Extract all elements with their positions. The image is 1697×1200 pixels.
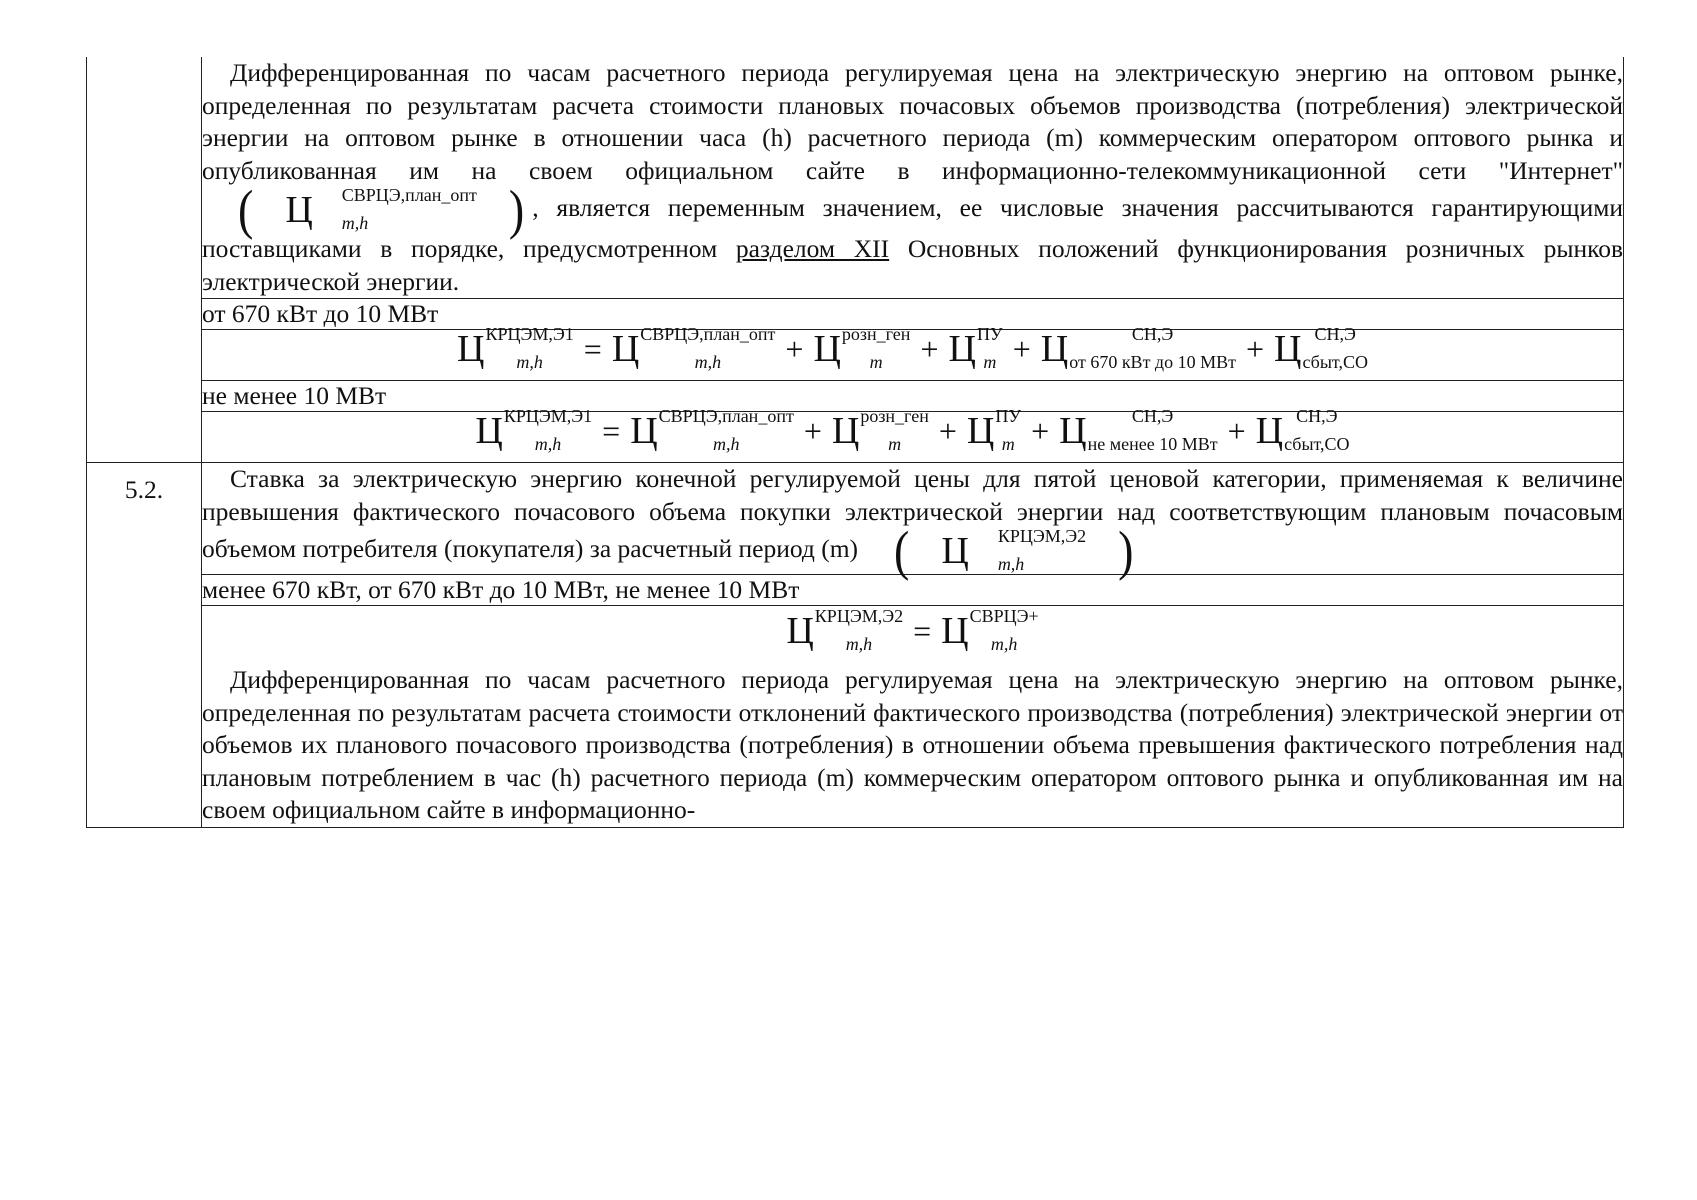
sup-sub	[995, 406, 1022, 454]
sup-sub	[1284, 406, 1350, 454]
subscript: от 670 кВт до 10 МВт	[1069, 352, 1236, 372]
price-formula	[455, 324, 1370, 372]
subscript: m,h	[516, 352, 543, 372]
formula-term	[1255, 406, 1350, 454]
price-formula	[473, 406, 1351, 454]
subscript: m,h	[534, 434, 562, 454]
tse-symbol: Ц	[1255, 410, 1284, 452]
tse-symbol: Ц	[948, 328, 976, 370]
operator: +	[1245, 330, 1265, 367]
description-text-cont: , является переменным значением, ее числовые значения рассчитываются гарантирующими поставщиками в порядке, предусмотренном	[202, 192, 1623, 263]
table-row	[87, 606, 1624, 828]
tse-symbol: Ц	[457, 328, 485, 370]
superscript: ПУ	[995, 406, 1022, 426]
description-paragraph: Дифференцированная по часам расчетного периода регулируемая цена на электрическую энергию на оптовом рынке, определенная по результатам расчета стоимости отклонений фактического производства (потребления) электрической энергии от объемов их планового почасового производства (потребления) в отношении объема превышения фактического потребления над плановым потреблением в час (h) расчетного периода (m) коммерческим оператором оптового рынка и опубликованная им на своем официальном сайте в информационно-	[202, 665, 1623, 824]
operator: =	[602, 412, 621, 449]
operator: =	[913, 612, 932, 649]
sup-sub	[485, 324, 574, 372]
subscript: не менее 10 МВт	[1087, 434, 1218, 454]
sup-sub	[1302, 324, 1368, 372]
formula-term	[457, 324, 574, 372]
tse-symbol: Ц	[475, 410, 503, 452]
formula-symbol	[257, 185, 477, 233]
row-number: 5.2.	[124, 475, 164, 504]
sup-sub	[860, 406, 929, 454]
sup-sub	[314, 185, 477, 233]
operator: +	[938, 412, 957, 449]
power-range-label: от 670 кВт до 10 МВт	[202, 299, 1624, 330]
formula-term	[948, 324, 1003, 372]
formula-term	[831, 406, 929, 454]
subscript: m,h	[712, 434, 740, 454]
subscript: сбыт,СО	[1302, 352, 1368, 372]
superscript: КРЦЭМ,Э2	[997, 526, 1087, 546]
superscript: розн_ген	[860, 406, 929, 426]
operator: +	[920, 330, 939, 367]
table-row	[87, 57, 1624, 299]
formula-term	[966, 406, 1022, 454]
tse-symbol: Ц	[966, 410, 995, 452]
superscript: СН,Э	[1296, 406, 1338, 426]
price-formula	[784, 606, 1040, 654]
formula-term	[1274, 324, 1368, 372]
subscript: m	[888, 434, 902, 454]
sup-sub	[1087, 406, 1218, 454]
formula-term	[813, 324, 911, 372]
formula-term	[1040, 324, 1236, 372]
table-row	[87, 412, 1624, 463]
row-number-cell	[87, 57, 202, 463]
operator: +	[785, 330, 804, 367]
formula-cell	[202, 324, 1624, 381]
subscript: m,h	[845, 634, 873, 654]
formula-wrapper	[202, 606, 1623, 664]
table-row	[87, 381, 1624, 412]
operator: +	[803, 412, 822, 449]
table-row	[87, 575, 1624, 606]
superscript: СВРЦЭ,план_опт	[658, 406, 794, 426]
inline-formula: ( Ц СВРЦЭ,план_опт m,h )	[238, 178, 525, 240]
subscript: m,h	[990, 634, 1018, 654]
tse-symbol: Ц	[813, 328, 841, 370]
superscript: СН,Э	[1314, 324, 1356, 344]
subscript: m,h	[694, 352, 722, 372]
operator: +	[1031, 412, 1050, 449]
row-number	[87, 57, 201, 69]
subscript: m	[869, 352, 883, 372]
power-range-label: не менее 10 МВт	[202, 381, 1624, 412]
formula-symbol	[913, 526, 1087, 574]
operator: +	[1227, 412, 1246, 449]
sup-sub	[814, 606, 904, 654]
superscript: СВРЦЭ,план_опт	[640, 324, 776, 344]
description-paragraph	[202, 463, 1623, 581]
operator: =	[583, 330, 602, 367]
power-range-label: менее 670 кВт, от 670 кВт до 10 МВт, не менее 10 МВт	[202, 575, 1624, 606]
sup-sub	[969, 606, 1039, 654]
sup-sub	[640, 324, 776, 372]
superscript: КРЦЭМ,Э2	[814, 606, 904, 626]
tse-symbol: Ц	[1059, 410, 1087, 452]
formula-term	[475, 406, 593, 454]
formula-term	[630, 406, 794, 454]
operator: +	[1012, 330, 1031, 367]
subscript: сбыт,СО	[1284, 434, 1350, 454]
superscript: КРЦЭМ,Э1	[485, 324, 574, 344]
subscript: m	[1001, 434, 1015, 454]
table-row	[87, 463, 1624, 575]
superscript: ПУ	[976, 324, 1003, 344]
description-paragraph	[202, 57, 1623, 298]
superscript: СН,Э	[1131, 324, 1174, 344]
superscript: СВРЦЭ,план_опт	[341, 185, 477, 205]
inline-formula: ( Ц КРЦЭМ,Э2 m,h )	[894, 519, 1134, 581]
formula-description-cell	[202, 606, 1624, 828]
subscript: m,h	[341, 213, 369, 233]
tse-symbol: Ц	[831, 410, 860, 452]
formula-term	[611, 324, 776, 372]
description-text: Ставка за электрическую энергию конечной регулируемой цены для пятой ценовой категории, применяемая к величине превышения фактического почасового объема покупки электрической энергии над соответствующим плановым почасовым объемом потребителя (покупателя) за расчетный период (m)	[202, 464, 1623, 563]
tse-symbol: Ц	[1040, 328, 1069, 370]
sup-sub	[503, 406, 593, 454]
table-row	[87, 330, 1624, 381]
subscript: m	[983, 352, 997, 372]
tse-symbol: Ц	[285, 189, 313, 231]
description-cell	[202, 57, 1624, 299]
subscript: m,h	[997, 554, 1025, 574]
tse-symbol: Ц	[630, 410, 658, 452]
superscript: СВРЦЭ+	[969, 606, 1039, 626]
superscript: розн_ген	[841, 324, 911, 344]
formula-term	[786, 606, 904, 654]
description-text-end: Основных положений функционирования розничных рынков электрической энергии.	[202, 234, 1624, 296]
superscript: СН,Э	[1131, 406, 1174, 426]
tse-symbol: Ц	[611, 328, 640, 370]
description-text: Дифференцированная по часам расчетного периода регулируемая цена на электрическую энергию на оптовом рынке, определенная по результатам расчета стоимости плановых почасовых объемов производства (потребления) электрической энергии на оптовом рынке в отношении часа (h) расчетного периода (m) коммерческим оператором оптового рынка и опубликованная им на своем официальном сайте в информационно-телекоммуникационной сети "Интернет"	[202, 58, 1623, 185]
sup-sub	[1069, 324, 1236, 372]
sup-sub	[841, 324, 911, 372]
tse-symbol: Ц	[941, 610, 969, 652]
sup-sub	[976, 324, 1003, 372]
sup-sub	[970, 526, 1087, 574]
description-cell	[202, 463, 1624, 581]
formula-term	[1059, 406, 1218, 454]
tse-symbol: Ц	[1274, 328, 1302, 370]
tariff-table	[86, 57, 1624, 828]
formula-term	[941, 606, 1039, 654]
sup-sub	[658, 406, 794, 454]
row-number-cell	[87, 463, 202, 828]
section-link[interactable]: разделом XII	[735, 234, 890, 263]
tse-symbol: Ц	[941, 530, 969, 572]
formula-cell	[202, 406, 1624, 463]
superscript: КРЦЭМ,Э1	[503, 406, 593, 426]
tse-symbol: Ц	[786, 610, 814, 652]
